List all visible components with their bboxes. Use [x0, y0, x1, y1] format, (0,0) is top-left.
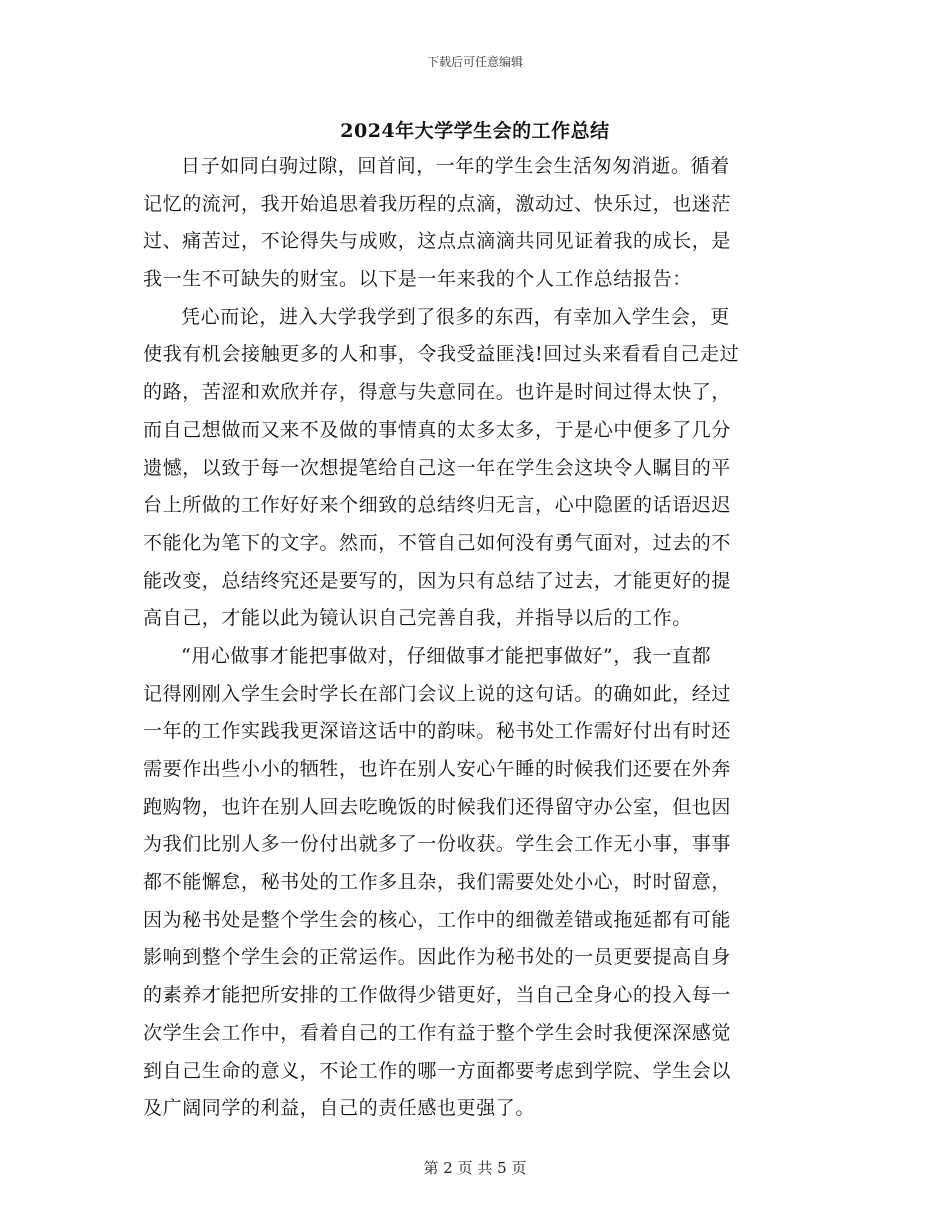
paragraph-line: 一年的工作实践我更深谙这话中的韵味。秘书处工作需好付出有时还 — [143, 720, 732, 743]
paragraph-line: 都不能懈怠，秘书处的工作多且杂，我们需要处处小心，时时留意， — [143, 871, 732, 894]
paragraph-line: 为我们比别人多一份付出就多了一份收获。学生会工作无小事，事事 — [143, 833, 732, 856]
paragraph-line: 的素养才能把所安排的工作做得少错更好，当自己全身心的投入每一 — [143, 984, 732, 1007]
paragraph-line: 使我有机会接触更多的人和事，令我受益匪浅!回过头来看看自己走过 — [143, 343, 740, 366]
paragraph-line: 的路，苦涩和欢欣并存，得意与失意同在。也许是时间过得太快了， — [143, 381, 732, 404]
paragraph-line: “用心做事才能把事做对，仔细做事才能把事做好”，我一直都 — [181, 644, 712, 667]
paragraph-line: 日子如同白驹过隙，回首间，一年的学生会生活匆匆消逝。循着 — [181, 155, 730, 177]
paragraph-line: 而自己想做而又来不及做的事情真的太多太多，于是心中便多了几分 — [143, 418, 732, 441]
paragraph-line: 到自己生命的意义，不论工作的哪一方面都要考虑到学院、学生会以 — [143, 1059, 732, 1082]
paragraph-line: 次学生会工作中，看着自己的工作有益于整个学生会时我便深深感觉 — [143, 1021, 732, 1044]
paragraph-line: 过、痛苦过，不论得失与成败，这点点滴滴共同见证着我的成长，是 — [143, 230, 732, 253]
paragraph-line: 凭心而论，进入大学我学到了很多的东西，有幸加入学生会，更 — [181, 305, 730, 328]
paragraph-line: 台上所做的工作好好来个细致的总结终归无言，心中隐匿的话语迟迟 — [143, 494, 732, 517]
page-number: 第 2 页 共 5 页 — [423, 1159, 527, 1177]
paragraph-line: 不能化为笔下的文字。然而，不管自己如何没有勇气面对，过去的不 — [143, 531, 732, 554]
paragraph-line: 及广阔同学的利益，自己的责任感也更强了。 — [143, 1097, 536, 1120]
document-body — [143, 148, 808, 1128]
paragraph-line: 高自己，才能以此为镜认识自己完善自我，并指导以后的工作。 — [143, 607, 692, 630]
paragraph-line: 因为秘书处是整个学生会的核心，工作中的细微差错或拖延都有可能 — [143, 908, 732, 931]
paragraph-line: 需要作出些小小的牺牲，也许在别人安心午睡的时候我们还要在外奔 — [143, 758, 732, 780]
paragraph-line: 记得刚刚入学生会时学长在部门会议上说的这句话。的确如此，经过 — [143, 682, 732, 705]
paragraph-line: 我一生不可缺失的财宝。以下是一年来我的个人工作总结报告： — [143, 268, 692, 291]
paragraph-line: 影响到整个学生会的正常运作。因此作为秘书处的一员更要提高自身 — [143, 946, 732, 969]
paragraph-line: 能改变，总结终究还是要写的，因为只有总结了过去，才能更好的提 — [143, 569, 732, 592]
paragraph-line: 记忆的流河，我开始追思着我历程的点滴，激动过、快乐过，也迷茫 — [143, 192, 732, 215]
paragraph-line: 遗憾，以致于每一次想提笔给自己这一年在学生会这块令人瞩目的平 — [143, 456, 732, 479]
paragraph-line: 跑购物，也许在别人回去吃晚饭的时候我们还得留守办公室，但也因 — [143, 795, 732, 818]
document-title: 2024年大学学生会的工作总结 — [340, 120, 610, 142]
header-note: 下载后可任意编辑 — [426, 55, 523, 69]
